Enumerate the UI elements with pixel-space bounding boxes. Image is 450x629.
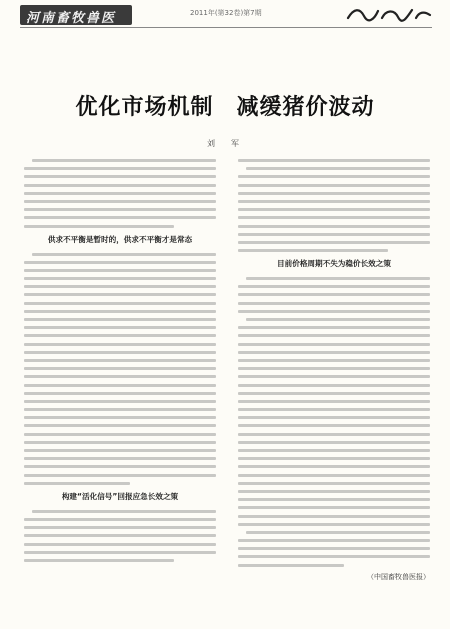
body-line	[238, 375, 430, 378]
body-line	[24, 526, 216, 529]
brand-stroke-1	[348, 10, 378, 20]
body-line	[24, 392, 216, 395]
body-line	[24, 474, 216, 477]
article-author: 刘 军	[207, 139, 243, 148]
body-line	[238, 285, 430, 288]
body-line	[24, 543, 216, 546]
body-line	[238, 241, 430, 244]
body-line	[246, 318, 430, 321]
body-line	[238, 564, 344, 567]
body-line	[238, 225, 430, 228]
body-line	[238, 359, 430, 362]
body-line	[238, 351, 430, 354]
body-line	[238, 539, 430, 542]
journal-logo	[20, 5, 132, 25]
section-heading: 构建“活化信号”回报应急长效之策	[61, 491, 179, 501]
body-line	[238, 326, 430, 329]
body-line	[238, 441, 430, 444]
body-line	[24, 534, 216, 537]
body-line	[238, 175, 430, 178]
body-line	[24, 200, 216, 203]
body-line	[238, 408, 430, 411]
body-line	[246, 531, 430, 534]
body-line	[32, 510, 216, 513]
body-line	[238, 555, 430, 558]
body-line	[24, 192, 216, 195]
body-line	[24, 225, 174, 228]
body-line	[238, 216, 430, 219]
body-line	[24, 441, 216, 444]
section-heading: 目前价格周期不失为稳价长效之策	[277, 259, 391, 269]
body-line	[24, 277, 216, 280]
body-line	[24, 424, 216, 427]
body-line	[24, 375, 216, 378]
body-line	[238, 424, 430, 427]
body-line	[24, 302, 216, 305]
body-line	[238, 416, 430, 419]
body-line	[238, 302, 430, 305]
body-line	[24, 359, 216, 362]
body-line	[24, 326, 216, 329]
body-line	[24, 334, 216, 337]
body-line	[24, 343, 216, 346]
section-heading: 供求不平衡是暂时的，供求不平衡才是常态	[47, 234, 193, 244]
body-line	[238, 249, 388, 252]
body-line	[238, 515, 430, 518]
body-line	[24, 518, 216, 521]
body-line	[24, 400, 216, 403]
body-line	[238, 233, 430, 236]
body-line	[238, 482, 430, 485]
body-line	[246, 277, 430, 280]
section-brand-logo	[346, 6, 432, 22]
body-line	[238, 465, 430, 468]
body-line	[238, 200, 430, 203]
body-line	[24, 384, 216, 387]
article-title: 优化市场机制 减缓猪价波动	[75, 95, 375, 120]
body-line	[238, 293, 430, 296]
body-line	[24, 216, 216, 219]
body-line	[24, 416, 216, 419]
body-line	[238, 506, 430, 509]
right-column	[238, 159, 430, 582]
body-line	[24, 457, 216, 460]
body-line	[238, 498, 430, 501]
body-line	[24, 310, 216, 313]
body-line	[24, 184, 216, 187]
body-line	[24, 433, 216, 436]
body-line	[32, 253, 216, 256]
body-line	[238, 310, 430, 313]
body-line	[238, 400, 430, 403]
body-line	[24, 551, 216, 554]
body-line	[238, 392, 430, 395]
body-line	[24, 208, 216, 211]
brand-stroke-3	[416, 13, 430, 18]
body-line	[24, 293, 216, 296]
body-line	[238, 334, 430, 337]
body-line	[238, 433, 430, 436]
body-line	[238, 457, 430, 460]
body-line	[24, 367, 216, 370]
body-line	[24, 449, 216, 452]
body-line	[238, 159, 430, 162]
body-line	[238, 208, 430, 211]
body-line	[24, 351, 216, 354]
body-line	[238, 192, 430, 195]
body-line	[24, 318, 216, 321]
body-line	[32, 159, 216, 162]
body-line	[246, 167, 430, 170]
body-line	[24, 261, 216, 264]
body-line	[24, 408, 216, 411]
body-line	[24, 167, 216, 170]
body-line	[24, 465, 216, 468]
body-line	[24, 559, 174, 562]
body-line	[238, 547, 430, 550]
body-line	[24, 482, 130, 485]
body-line	[238, 384, 430, 387]
issue-info: 2011年(第32卷)第7期	[190, 9, 262, 17]
source-note: （中国畜牧兽医报）	[367, 572, 430, 581]
page-header	[0, 0, 450, 32]
body-line	[238, 184, 430, 187]
body-line	[238, 490, 430, 493]
body-line	[24, 285, 216, 288]
body-line	[238, 343, 430, 346]
journal-logo-text: 河南畜牧兽医	[26, 11, 117, 25]
body-line	[238, 449, 430, 452]
body-line	[24, 175, 216, 178]
left-column	[24, 159, 216, 567]
body-line	[238, 523, 430, 526]
header-rule	[20, 27, 432, 28]
body-line	[238, 367, 430, 370]
body-line	[24, 269, 216, 272]
body-line	[238, 474, 430, 477]
brand-stroke-2	[382, 10, 412, 21]
